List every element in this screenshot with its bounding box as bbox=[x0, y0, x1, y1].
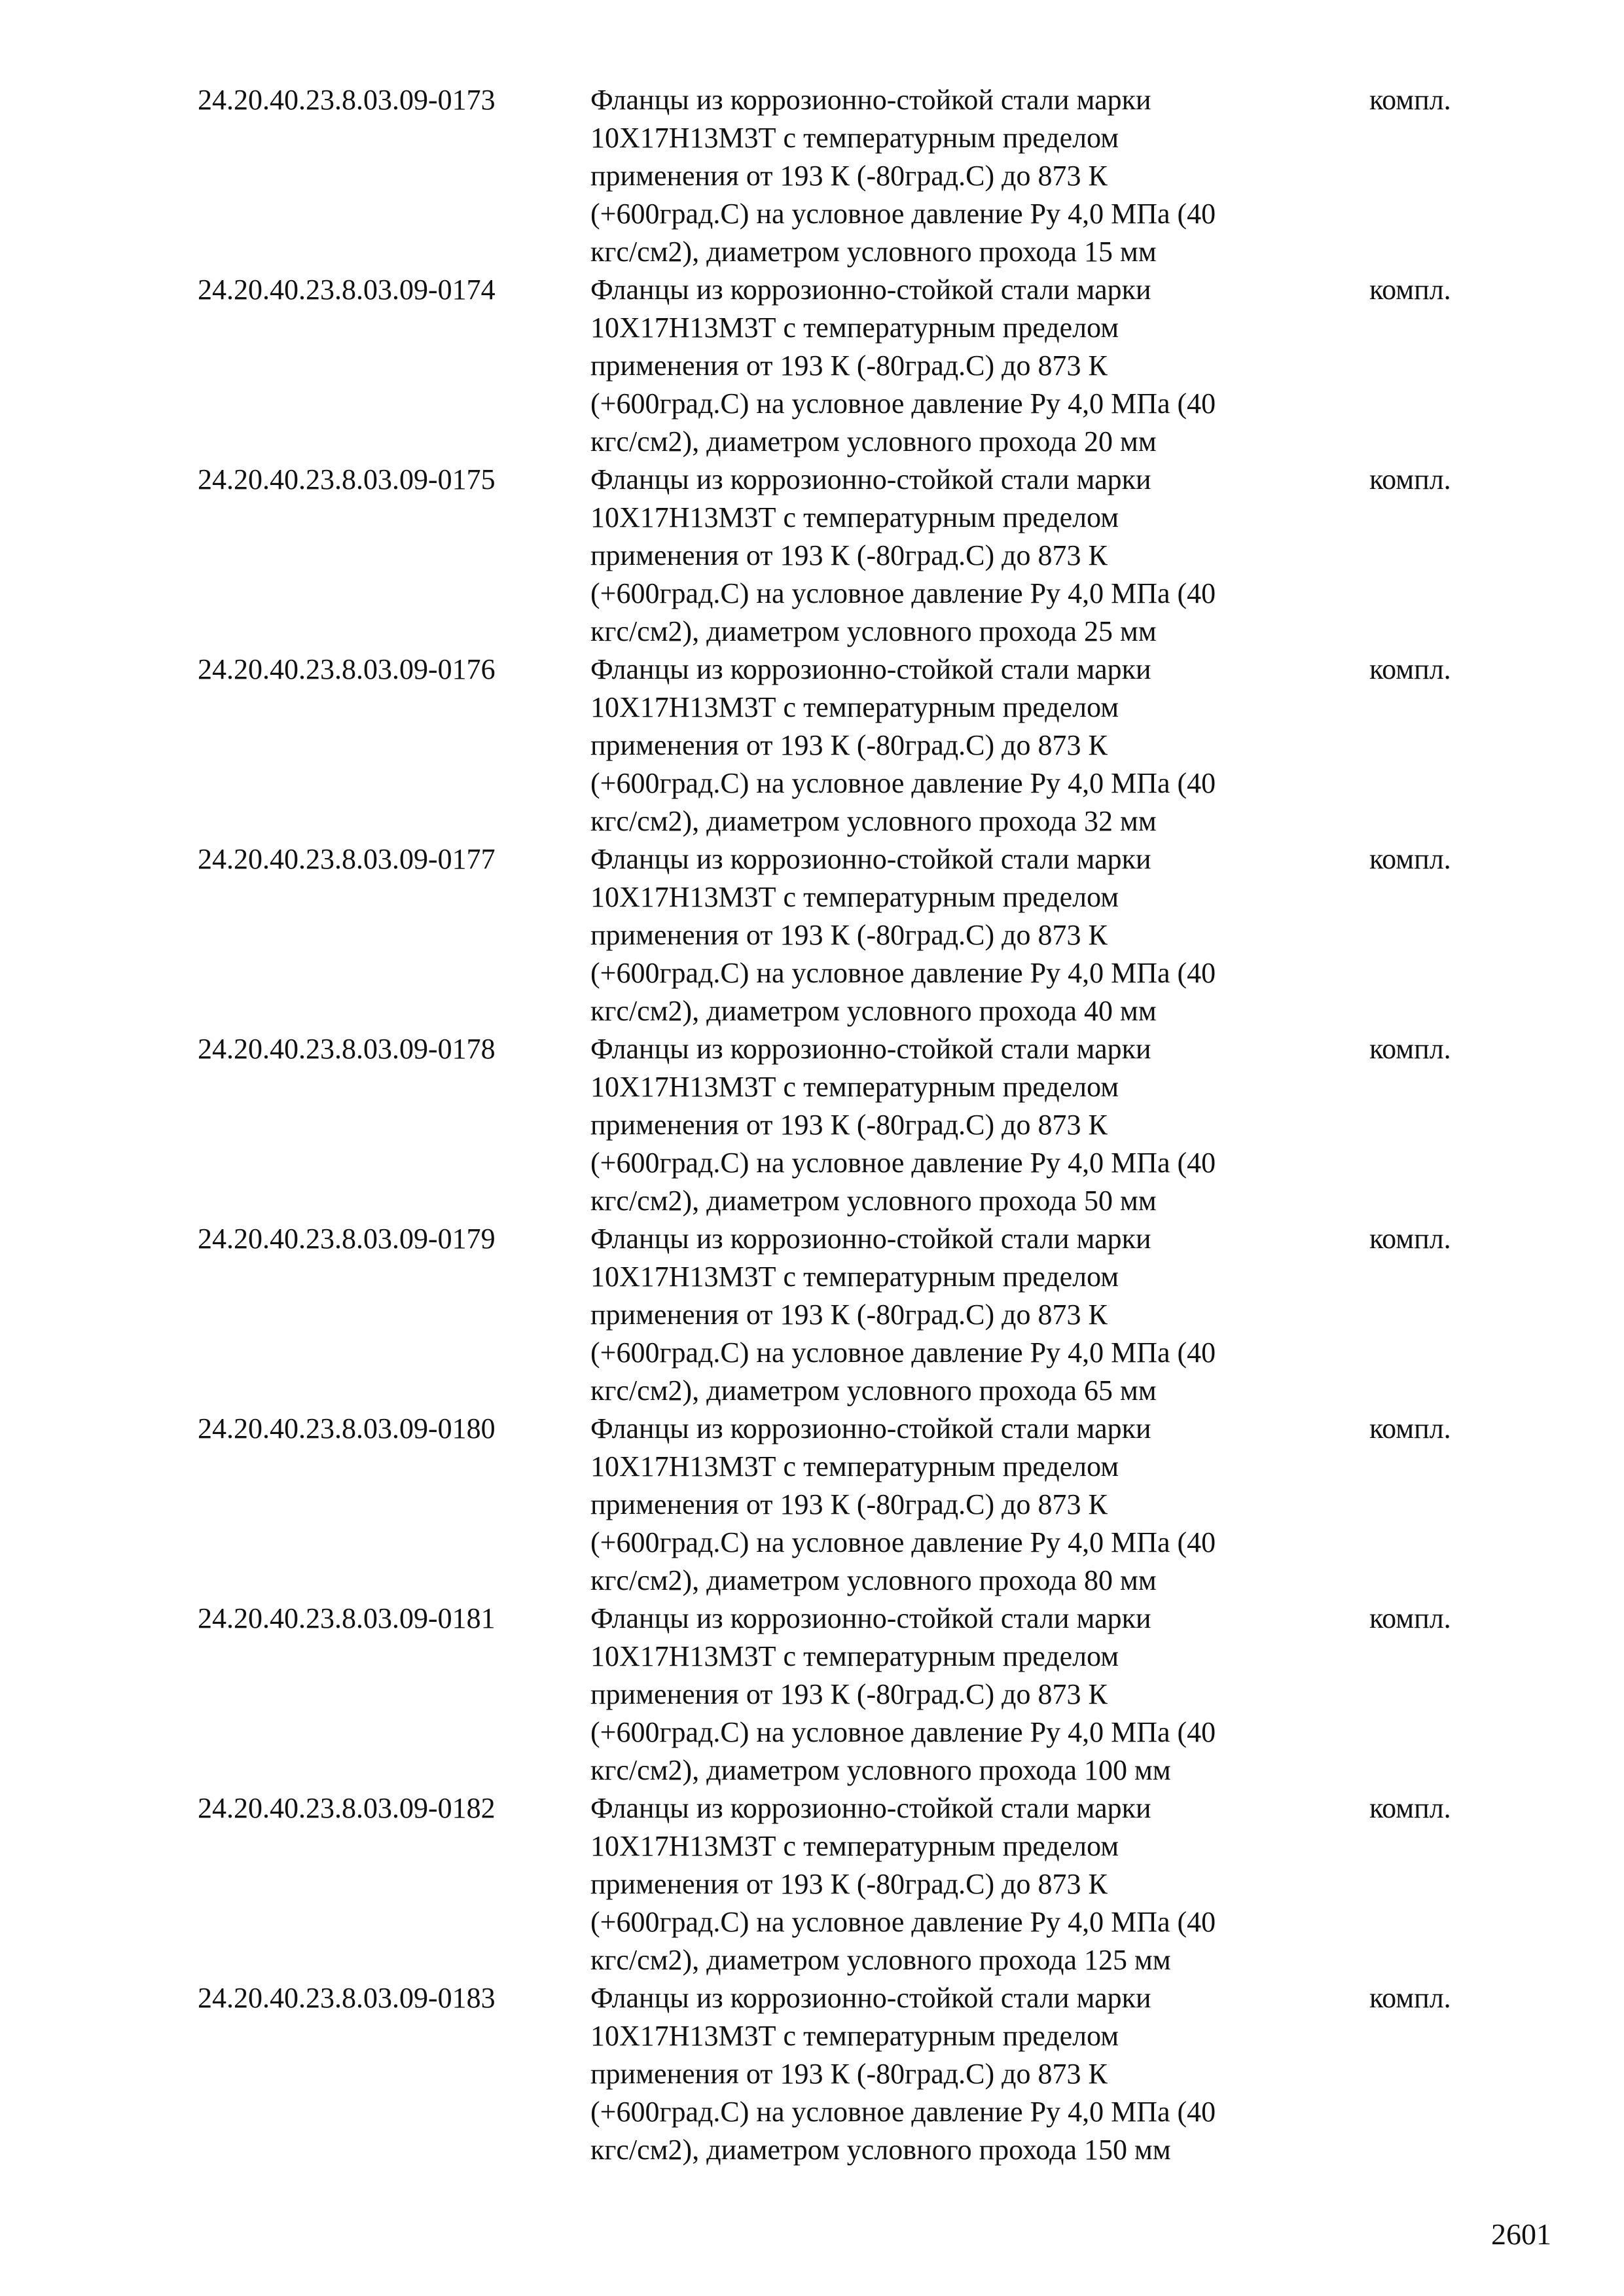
description-line: Фланцы из коррозионно-стойкой стали марки bbox=[590, 1982, 1151, 2014]
description-line: 10Х17Н13М3Т с температурным пределом bbox=[590, 2020, 1119, 2052]
description-line: кгс/см2), диаметром условного прохода 40 мм bbox=[590, 995, 1157, 1027]
item-unit: компл. bbox=[1369, 1792, 1451, 1824]
description-line: кгс/см2), диаметром условного прохода 32 мм bbox=[590, 805, 1157, 837]
table-row bbox=[0, 1220, 1624, 1410]
description-line: (+600град.С) на условное давление Ру 4,0 МПа (40 bbox=[590, 387, 1216, 420]
description-line: применения от 193 К (-80град.С) до 873 К bbox=[590, 919, 1108, 951]
description-line: Фланцы из коррозионно-стойкой стали марки bbox=[590, 653, 1151, 685]
item-unit: компл. bbox=[1369, 1602, 1451, 1634]
item-description bbox=[590, 1410, 1317, 1600]
description-line: (+600град.С) на условное давление Ру 4,0 МПа (40 bbox=[590, 577, 1216, 609]
description-line: Фланцы из коррозионно-стойкой стали марки bbox=[590, 463, 1151, 495]
item-unit: компл. bbox=[1369, 1982, 1451, 2014]
table-row bbox=[0, 271, 1624, 461]
description-line: (+600град.С) на условное давление Ру 4,0 МПа (40 bbox=[590, 957, 1216, 989]
description-line: 10Х17Н13М3Т с температурным пределом bbox=[590, 501, 1119, 533]
item-code: 24.20.40.23.8.03.09-0183 bbox=[198, 1982, 496, 2014]
table-row bbox=[0, 1789, 1624, 1979]
description-line: Фланцы из коррозионно-стойкой стали марки bbox=[590, 1412, 1151, 1444]
item-code: 24.20.40.23.8.03.09-0182 bbox=[198, 1792, 496, 1824]
table-row bbox=[0, 81, 1624, 271]
description-line: кгс/см2), диаметром условного прохода 100 мм bbox=[590, 1754, 1171, 1786]
description-line: 10Х17Н13М3Т с температурным пределом bbox=[590, 1261, 1119, 1293]
description-line: (+600град.С) на условное давление Ру 4,0 МПа (40 bbox=[590, 1147, 1216, 1179]
item-description bbox=[590, 1789, 1317, 1979]
description-line: кгс/см2), диаметром условного прохода 25 мм bbox=[590, 615, 1157, 647]
table-row bbox=[0, 651, 1624, 840]
table-row bbox=[0, 1410, 1624, 1600]
item-description bbox=[590, 461, 1317, 651]
item-unit: компл. bbox=[1369, 1412, 1451, 1444]
description-line: Фланцы из коррозионно-стойкой стали марки bbox=[590, 274, 1151, 306]
item-description bbox=[590, 840, 1317, 1030]
description-line: применения от 193 К (-80град.С) до 873 К bbox=[590, 1678, 1108, 1710]
description-line: применения от 193 К (-80град.С) до 873 К bbox=[590, 539, 1108, 571]
description-line: кгс/см2), диаметром условного прохода 65 мм bbox=[590, 1374, 1157, 1407]
description-line: Фланцы из коррозионно-стойкой стали марки bbox=[590, 1602, 1151, 1634]
description-line: кгс/см2), диаметром условного прохода 80 мм bbox=[590, 1564, 1157, 1596]
item-unit: компл. bbox=[1369, 1223, 1451, 1255]
description-line: Фланцы из коррозионно-стойкой стали марки bbox=[590, 1033, 1151, 1065]
description-line: 10Х17Н13М3Т с температурным пределом bbox=[590, 312, 1119, 344]
description-line: 10Х17Н13М3Т с температурным пределом bbox=[590, 1071, 1119, 1103]
page-number: 2601 bbox=[1491, 2217, 1551, 2251]
description-line: (+600град.С) на условное давление Ру 4,0 МПа (40 bbox=[590, 198, 1216, 230]
item-description bbox=[590, 1220, 1317, 1410]
description-line: кгс/см2), диаметром условного прохода 125 мм bbox=[590, 1944, 1171, 1976]
description-line: применения от 193 К (-80град.С) до 873 К bbox=[590, 1488, 1108, 1520]
item-code: 24.20.40.23.8.03.09-0179 bbox=[198, 1223, 496, 1255]
item-code: 24.20.40.23.8.03.09-0177 bbox=[198, 843, 496, 875]
item-description bbox=[590, 1030, 1317, 1220]
description-line: 10Х17Н13М3Т с температурным пределом bbox=[590, 1640, 1119, 1672]
item-unit: компл. bbox=[1369, 274, 1451, 306]
table-row bbox=[0, 1600, 1624, 1789]
description-line: кгс/см2), диаметром условного прохода 50 мм bbox=[590, 1185, 1157, 1217]
item-unit: компл. bbox=[1369, 463, 1451, 495]
description-line: 10Х17Н13М3Т с температурным пределом bbox=[590, 122, 1119, 154]
description-line: Фланцы из коррозионно-стойкой стали марки bbox=[590, 1792, 1151, 1824]
description-line: применения от 193 К (-80град.С) до 873 К bbox=[590, 2058, 1108, 2090]
item-code: 24.20.40.23.8.03.09-0180 bbox=[198, 1412, 496, 1444]
table-row bbox=[0, 840, 1624, 1030]
description-line: 10Х17Н13М3Т с температурным пределом bbox=[590, 691, 1119, 723]
description-line: применения от 193 К (-80град.С) до 873 К bbox=[590, 350, 1108, 382]
description-line: Фланцы из коррозионно-стойкой стали марки bbox=[590, 843, 1151, 875]
description-line: применения от 193 К (-80град.С) до 873 К bbox=[590, 1299, 1108, 1331]
item-description bbox=[590, 1600, 1317, 1789]
item-code: 24.20.40.23.8.03.09-0175 bbox=[198, 463, 496, 495]
description-line: кгс/см2), диаметром условного прохода 150 мм bbox=[590, 2134, 1171, 2166]
item-unit: компл. bbox=[1369, 653, 1451, 685]
table-row bbox=[0, 461, 1624, 651]
item-code: 24.20.40.23.8.03.09-0178 bbox=[198, 1033, 496, 1065]
item-description bbox=[590, 1979, 1317, 2169]
description-line: применения от 193 К (-80град.С) до 873 К bbox=[590, 160, 1108, 192]
item-description bbox=[590, 81, 1317, 271]
item-unit: компл. bbox=[1369, 84, 1451, 116]
table-row bbox=[0, 1979, 1624, 2169]
table-row bbox=[0, 1030, 1624, 1220]
description-line: 10Х17Н13М3Т с температурным пределом bbox=[590, 881, 1119, 913]
description-line: 10Х17Н13М3Т с температурным пределом bbox=[590, 1830, 1119, 1862]
item-code: 24.20.40.23.8.03.09-0181 bbox=[198, 1602, 496, 1634]
description-line: (+600град.С) на условное давление Ру 4,0 МПа (40 bbox=[590, 1716, 1216, 1748]
description-line: (+600град.С) на условное давление Ру 4,0 МПа (40 bbox=[590, 1906, 1216, 1938]
description-line: Фланцы из коррозионно-стойкой стали марки bbox=[590, 84, 1151, 116]
description-line: применения от 193 К (-80град.С) до 873 К bbox=[590, 729, 1108, 761]
description-line: применения от 193 К (-80град.С) до 873 К bbox=[590, 1109, 1108, 1141]
description-line: (+600град.С) на условное давление Ру 4,0 МПа (40 bbox=[590, 1526, 1216, 1558]
description-line: (+600град.С) на условное давление Ру 4,0 МПа (40 bbox=[590, 1336, 1216, 1369]
item-code: 24.20.40.23.8.03.09-0174 bbox=[198, 274, 496, 306]
description-line: применения от 193 К (-80град.С) до 873 К bbox=[590, 1868, 1108, 1900]
description-line: Фланцы из коррозионно-стойкой стали марки bbox=[590, 1223, 1151, 1255]
description-line: (+600град.С) на условное давление Ру 4,0 МПа (40 bbox=[590, 2096, 1216, 2128]
item-description bbox=[590, 271, 1317, 461]
item-unit: компл. bbox=[1369, 1033, 1451, 1065]
description-line: 10Х17Н13М3Т с температурным пределом bbox=[590, 1450, 1119, 1482]
item-code: 24.20.40.23.8.03.09-0173 bbox=[198, 84, 496, 116]
description-line: кгс/см2), диаметром условного прохода 15 мм bbox=[590, 236, 1157, 268]
item-code: 24.20.40.23.8.03.09-0176 bbox=[198, 653, 496, 685]
item-unit: компл. bbox=[1369, 843, 1451, 875]
description-line: (+600град.С) на условное давление Ру 4,0 МПа (40 bbox=[590, 767, 1216, 799]
item-description bbox=[590, 651, 1317, 840]
description-line: кгс/см2), диаметром условного прохода 20 мм bbox=[590, 425, 1157, 457]
